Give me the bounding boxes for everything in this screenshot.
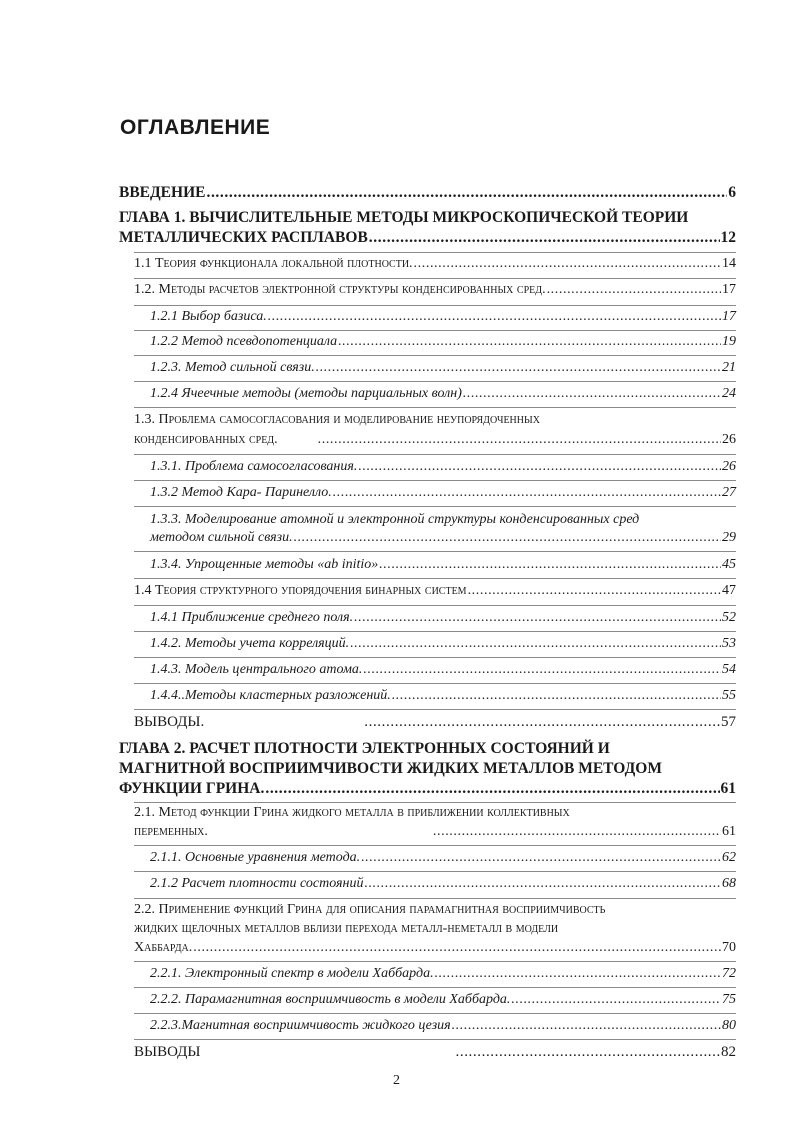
toc-entry-text: методом сильной связи. [150, 530, 293, 545]
toc-entry-text: ВЫВОДЫ. [134, 714, 205, 730]
separator-line [134, 605, 736, 606]
toc-entry-text: 1.2. Методы расчетов электронной структуры конденсированных сред. [134, 282, 546, 297]
toc-page-number: 45 [722, 557, 736, 572]
leader-dots [452, 1018, 721, 1034]
leader-dots [333, 485, 721, 501]
toc-entry-text: 1.3.3. Моделирование атомной и электронной структуры конденсированных сред [150, 512, 640, 527]
separator-line [134, 1013, 736, 1014]
leader-dots [354, 610, 721, 626]
separator-line [134, 683, 736, 684]
toc-page-number: 24 [722, 386, 736, 401]
separator-line [134, 871, 736, 872]
toc-entry-text: 2.1. Метод функции Грина жидкого металла в приближении коллективных [134, 805, 570, 820]
leader-dots [547, 282, 721, 298]
toc-page-number: 19 [722, 334, 736, 349]
toc-page-number: 82 [721, 1044, 736, 1060]
leader-dots [318, 432, 721, 448]
leader-dots [350, 636, 721, 652]
toc-entry-text: 1.4.1 Приближение среднего поля. [150, 610, 354, 625]
separator-line [134, 631, 736, 632]
leader-dots [369, 229, 720, 247]
toc-entry-text: Хаббарда. [134, 940, 193, 955]
toc-entry-text: ГЛАВА 1. ВЫЧИСЛИТЕЛЬНЫЕ МЕТОДЫ МИКРОСКОПИЧЕСКОЙ ТЕОРИИ [119, 209, 689, 226]
toc-entry-text: МАГНИТНОЙ ВОСПРИИМЧИВОСТИ ЖИДКИХ МЕТАЛЛОВ МЕТОДОМ [119, 760, 662, 777]
toc-page-number: 72 [722, 966, 736, 981]
toc-entry-text: 1.3. Проблема самосогласования и моделирование неупорядоченных [134, 412, 540, 427]
separator-line [134, 802, 736, 803]
toc-entry-text: 1.3.1. Проблема самосогласования. [150, 459, 358, 474]
leader-dots [265, 780, 719, 798]
toc-entry-text: жидких щелочных металлов вблизи перехода металл-неметалл в модели [134, 921, 559, 936]
leader-dots [463, 386, 721, 402]
toc-page-number: 54 [722, 662, 736, 677]
leader-dots [206, 184, 727, 202]
toc-page-number: 53 [722, 636, 736, 651]
toc-page-number: 52 [722, 610, 736, 625]
toc-page-number: 21 [722, 360, 736, 375]
page-title: ОГЛАВЛЕНИЕ [120, 116, 271, 139]
toc-entry-text: 2.2. Применение функций Грина для описания парамагнитная восприимчивость [134, 902, 606, 917]
toc-entry-text: 2.2.2. Парамагнитная восприимчивость в модели Хаббарда. [150, 992, 511, 1007]
toc-entry-text: 1.1 Теория функционала локальной плотности. [134, 256, 413, 271]
leader-dots [435, 966, 721, 982]
leader-dots [364, 876, 721, 892]
toc-entry-text: ГЛАВА 2. РАСЧЕТ ПЛОТНОСТИ ЭЛЕКТРОННЫХ СОСТОЯНИЙ И [119, 740, 610, 757]
toc-page-number: 62 [722, 850, 736, 865]
toc-entry-text: 1.4.2. Методы учета корреляций. [150, 636, 350, 651]
toc-entry-text: 1.3.2 Метод Кара- Паринелло. [150, 485, 332, 500]
leader-dots [364, 714, 720, 731]
toc-page-number: 26 [722, 459, 736, 474]
toc-page-number: 61 [720, 780, 736, 797]
toc-entry-text: 2.1.1. Основные уравнения метода. [150, 850, 361, 865]
leader-dots [414, 256, 721, 272]
toc-page-number: 14 [722, 256, 736, 271]
leader-dots [363, 662, 721, 678]
toc-page-number: 47 [722, 583, 736, 598]
leader-dots [392, 688, 721, 704]
separator-line [134, 1039, 736, 1040]
toc-page-number: 55 [722, 688, 736, 703]
separator-line [134, 252, 736, 253]
toc-page-number: 6 [728, 184, 736, 201]
toc-entry-text: 1.4 Теория структурного упорядочения бинарных систем [134, 583, 467, 598]
separator-line [134, 407, 736, 408]
toc-entry-text: 1.4.3. Модель центрального атома. [150, 662, 363, 677]
toc-page-number: 12 [720, 229, 736, 246]
leader-dots [338, 334, 721, 350]
separator-line [134, 709, 736, 710]
toc-page-number: 70 [722, 940, 736, 955]
toc-page-number: 61 [722, 824, 736, 839]
separator-line [134, 845, 736, 846]
page-number: 2 [393, 1073, 400, 1088]
toc-entry-text: 1.2.2 Метод псевдопотенциала [150, 334, 338, 349]
separator-line [134, 987, 736, 988]
leader-dots [361, 850, 721, 866]
leader-dots [433, 824, 721, 840]
toc-page-number: 27 [722, 485, 736, 500]
separator-line [134, 454, 736, 455]
toc-page-number: 75 [722, 992, 736, 1007]
toc-page-number: 57 [721, 714, 736, 730]
separator-line [134, 961, 736, 962]
leader-dots [379, 557, 721, 573]
toc-entry-text: переменных. [134, 824, 208, 839]
toc-entry-text: 1.2.1 Выбор базиса. [150, 309, 267, 324]
separator-line [134, 657, 736, 658]
leader-dots [316, 360, 721, 376]
leader-dots [468, 583, 721, 599]
toc-page-number: 17 [722, 309, 736, 324]
leader-dots [358, 459, 721, 475]
toc-entry-text: 2.1.2 Расчет плотности состояний [150, 876, 364, 891]
toc-page-number: 17 [722, 282, 736, 297]
toc-entry-text: 1.2.3. Метод сильной связи. [150, 360, 315, 375]
separator-line [134, 381, 736, 382]
toc-entry-text: 2.2.3.Магнитная восприимчивость жидкого цезия [150, 1018, 451, 1033]
separator-line [134, 506, 736, 507]
leader-dots [268, 309, 721, 325]
toc-entry-text: ФУНКЦИИ ГРИНА. [119, 780, 265, 797]
separator-line [134, 330, 736, 331]
toc-entry-text: 1.4.4..Методы кластерных разложений. [150, 688, 391, 703]
toc-page-number: 68 [722, 876, 736, 891]
toc-page-number: 29 [722, 530, 736, 545]
toc-entry-text: 2.2.1. Электронный спектр в модели Хаббарда. [150, 966, 434, 981]
toc-page-number: 26 [722, 432, 736, 447]
toc-entry-text: МЕТАЛЛИЧЕСКИХ РАСПЛАВОВ [119, 229, 368, 246]
toc-page-number: 80 [722, 1018, 736, 1033]
toc-entry-text: конденсированных сред. [134, 432, 278, 447]
separator-line [134, 551, 736, 552]
separator-line [134, 355, 736, 356]
toc-entry-text: 1.2.4 Ячеечные методы (методы парциальных волн) [150, 386, 462, 401]
leader-dots [456, 1044, 721, 1061]
toc-entry-text: ВВЕДЕНИЕ [119, 184, 206, 201]
separator-line [134, 898, 736, 899]
separator-line [134, 578, 736, 579]
toc-entry-text: ВЫВОДЫ [134, 1044, 201, 1060]
leader-dots [511, 992, 721, 1008]
toc-entry-text: 1.3.4. Упрощенные методы «ab initio» [150, 557, 379, 572]
separator-line [134, 305, 736, 306]
leader-dots [193, 940, 721, 956]
separator-line [134, 278, 736, 279]
leader-dots [294, 530, 721, 546]
separator-line [134, 480, 736, 481]
